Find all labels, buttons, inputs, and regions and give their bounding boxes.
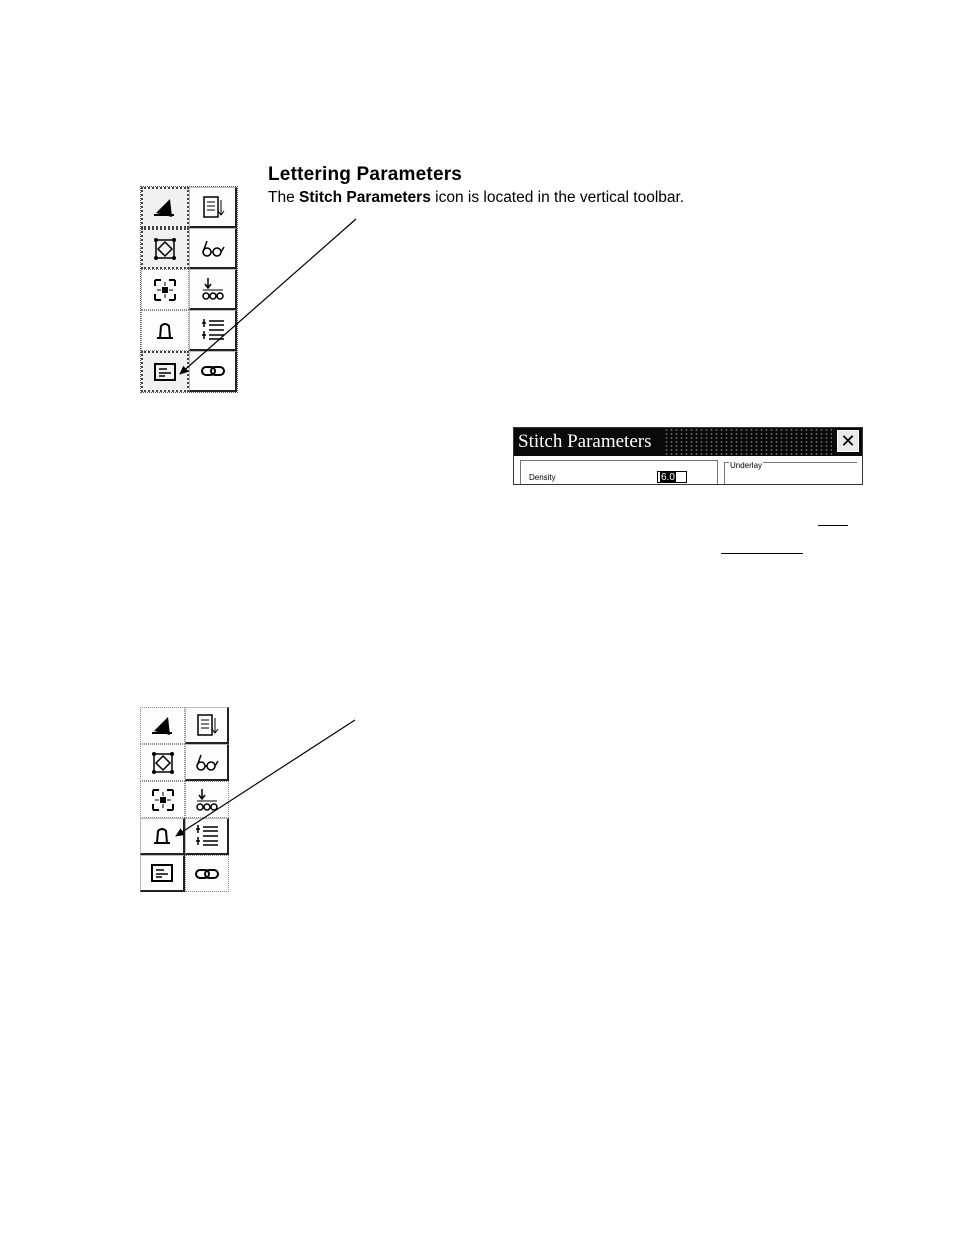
preview-tool-button[interactable] (185, 744, 229, 781)
underlay-label: Underlay (730, 461, 763, 470)
stitch-parameters-dialog (513, 427, 863, 485)
stitch-parameters-icon (152, 359, 178, 385)
glasses-icon (194, 749, 220, 775)
reshape-icon (152, 236, 178, 262)
lettering-icon (152, 195, 178, 221)
density-group (520, 460, 718, 485)
document-list-icon (200, 194, 226, 220)
section-heading: Lettering Parameters (268, 164, 463, 185)
object-tool-button[interactable] (140, 818, 185, 855)
selection-icon (152, 277, 178, 303)
close-icon: ✕ (840, 430, 856, 452)
parameters-list-icon (200, 317, 226, 343)
chain-link-icon (194, 861, 220, 887)
lettering-tool-button[interactable] (140, 707, 185, 744)
document-list-icon (194, 712, 220, 738)
reshape-tool-button[interactable] (141, 228, 189, 269)
blank-line-long (721, 553, 803, 554)
parameters-list-icon (194, 823, 220, 849)
dialog-title: Stitch Parameters (518, 431, 652, 452)
density-input[interactable] (657, 471, 687, 483)
reshape-icon (150, 750, 176, 776)
blank-line-short (818, 525, 848, 526)
sequence-tool-button[interactable] (185, 707, 229, 744)
close-button[interactable] (837, 430, 859, 452)
chain-link-icon (200, 358, 226, 384)
object-tool-button[interactable] (141, 310, 189, 351)
vertical-toolbar-second (140, 707, 229, 892)
density-value: 6.0 (661, 472, 675, 483)
stitch-parameters-button[interactable] (141, 351, 189, 392)
reshape-tool-button[interactable] (140, 744, 185, 781)
stitch-order-button[interactable] (185, 781, 229, 818)
selection-icon (150, 787, 176, 813)
select-tool-button[interactable] (141, 269, 189, 310)
intro-text: The Stitch Parameters icon is located in the vertical toolbar. (268, 189, 685, 206)
stitch-order-icon (200, 276, 226, 302)
dialog-title-bar (514, 428, 862, 456)
glasses-icon (200, 235, 226, 261)
bell-shape-icon (152, 318, 178, 344)
density-label: Density (529, 473, 556, 482)
parameters-list-button[interactable] (185, 818, 229, 855)
stitch-parameters-button[interactable] (140, 855, 185, 892)
select-tool-button[interactable] (140, 781, 185, 818)
link-tool-button[interactable] (189, 351, 237, 392)
stitch-order-button[interactable] (189, 269, 237, 310)
lettering-icon (150, 713, 176, 739)
bell-shape-icon (149, 823, 175, 849)
underlay-group (724, 462, 857, 485)
sequence-tool-button[interactable] (189, 187, 237, 228)
vertical-toolbar (140, 186, 238, 393)
lettering-tool-button[interactable] (141, 187, 189, 228)
stitch-parameters-icon (149, 860, 175, 886)
stitch-order-icon (194, 787, 220, 813)
parameters-list-button[interactable] (189, 310, 237, 351)
preview-tool-button[interactable] (189, 228, 237, 269)
link-tool-button[interactable] (185, 855, 229, 892)
